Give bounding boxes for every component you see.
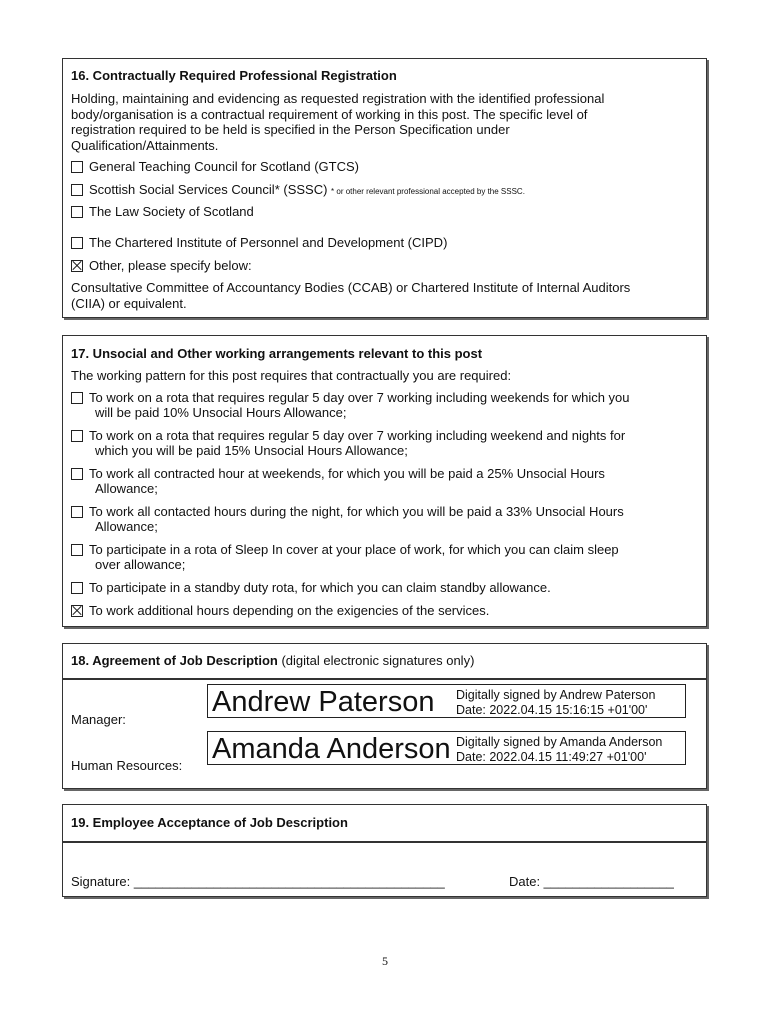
additional-hours-label: To work additional hours depending on the exigencies of the services. (89, 603, 490, 618)
other-specify-text: (CIIA) or equivalent. (71, 296, 187, 311)
rota-10-checkbox[interactable] (71, 392, 83, 404)
cipd-label: The Chartered Institute of Personnel and Development (CIPD) (89, 235, 448, 250)
weekends-25-option (71, 466, 698, 496)
section-17 (62, 335, 707, 627)
gtcs-checkbox[interactable] (71, 161, 83, 173)
section-18-title-note: (digital electronic signatures only) (281, 653, 475, 668)
night-33-checkbox[interactable] (71, 506, 83, 518)
night-33-label: To work all contacted hours during the night, for which you will be paid a 33% Unsocial Hours (89, 504, 624, 519)
gtcs-label: General Teaching Council for Scotland (GTCS) (89, 159, 359, 174)
option-cipd (71, 235, 698, 250)
option-law-society (71, 204, 698, 219)
hr-signed-date: Date: 2022.04.15 11:49:27 +01'00' (456, 750, 647, 764)
manager-signed-by: Digitally signed by Andrew Paterson (456, 688, 656, 702)
sleep-in-checkbox[interactable] (71, 544, 83, 556)
law-society-label: The Law Society of Scotland (89, 204, 254, 219)
section-18-title-line (71, 653, 698, 668)
manager-signature-name: Andrew Paterson (212, 686, 435, 718)
section-16-para: body/organisation is a contractual requirement of working in this post. The specific level of (71, 107, 588, 122)
sleep-in-option (71, 542, 698, 572)
section-19-title: 19. Employee Acceptance of Job Description (71, 815, 348, 830)
signature-line[interactable]: Signature: ___________________________________________ (71, 874, 445, 889)
section-16-para: registration required to be held is specified in the Person Specification under (71, 122, 510, 137)
hr-signature-name: Amanda Anderson (212, 733, 451, 765)
section-19-body (62, 842, 707, 897)
section-18-header (62, 643, 707, 679)
rota-15-label-cont: which you will be paid 15% Unsocial Hours Allowance; (95, 443, 408, 458)
weekends-25-label: To work all contracted hour at weekends, for which you will be paid a 25% Unsocial Hours (89, 466, 605, 481)
manager-signature[interactable] (207, 684, 686, 718)
standby-option (71, 580, 698, 595)
section-16-para: Holding, maintaining and evidencing as requested registration with the identified professional (71, 91, 605, 106)
hr-signed-by: Digitally signed by Amanda Anderson (456, 735, 663, 749)
sssc-checkbox[interactable] (71, 184, 83, 196)
section-17-intro: The working pattern for this post requires that contractually you are required: (71, 368, 512, 383)
manager-signature-meta (456, 688, 655, 718)
cipd-checkbox[interactable] (71, 237, 83, 249)
rota-15-checkbox[interactable] (71, 430, 83, 442)
standby-label: To participate in a standby duty rota, for which you can claim standby allowance. (89, 580, 551, 595)
sssc-label: Scottish Social Services Council* (SSSC) (89, 182, 328, 197)
section-16 (62, 58, 707, 318)
section-18-body (62, 679, 707, 789)
other-specify-text: Consultative Committee of Accountancy Bodies (CCAB) or Chartered Institute of Internal Auditors (71, 280, 631, 295)
weekends-25-checkbox[interactable] (71, 468, 83, 480)
section-17-title: 17. Unsocial and Other working arrangements relevant to this post (71, 346, 483, 361)
other-label: Other, please specify below: (89, 258, 252, 273)
additional-hours-option (71, 603, 698, 618)
sleep-in-label-cont: over allowance; (95, 557, 186, 572)
weekends-25-label-cont: Allowance; (95, 481, 158, 496)
rota-10-option (71, 390, 698, 420)
hr-signature-meta (456, 735, 662, 765)
option-gtcs (71, 159, 698, 174)
page-number: 5 (382, 954, 388, 968)
hr-signature[interactable] (207, 731, 686, 765)
rota-15-label: To work on a rota that requires regular 5 day over 7 working including weekend and nights for (89, 428, 626, 443)
option-sssc (71, 182, 698, 199)
section-18-title: 18. Agreement of Job Description (71, 653, 278, 668)
sleep-in-label: To participate in a rota of Sleep In cover at your place of work, for which you can claim sleep (89, 542, 619, 557)
section-19-header (62, 804, 707, 842)
hr-label: Human Resources: (71, 758, 183, 773)
manager-signed-date: Date: 2022.04.15 15:16:15 +01'00' (456, 703, 648, 717)
other-checkbox[interactable] (71, 260, 83, 272)
rota-10-label: To work on a rota that requires regular 5 day over 7 working including weekends for which you (89, 390, 630, 405)
section-16-para: Qualification/Attainments. (71, 138, 219, 153)
night-33-label-cont: Allowance; (95, 519, 158, 534)
manager-label: Manager: (71, 712, 126, 727)
section-16-title: 16. Contractually Required Professional Registration (71, 68, 397, 83)
rota-15-option (71, 428, 698, 458)
law-society-checkbox[interactable] (71, 206, 83, 218)
date-line[interactable]: Date: __________________ (509, 874, 674, 889)
option-other (71, 258, 698, 273)
sssc-note: * or other relevant professional accepted by the SSSC. (331, 187, 525, 196)
additional-hours-checkbox[interactable] (71, 605, 83, 617)
standby-checkbox[interactable] (71, 582, 83, 594)
rota-10-label-cont: will be paid 10% Unsocial Hours Allowance; (95, 405, 347, 420)
night-33-option (71, 504, 698, 534)
